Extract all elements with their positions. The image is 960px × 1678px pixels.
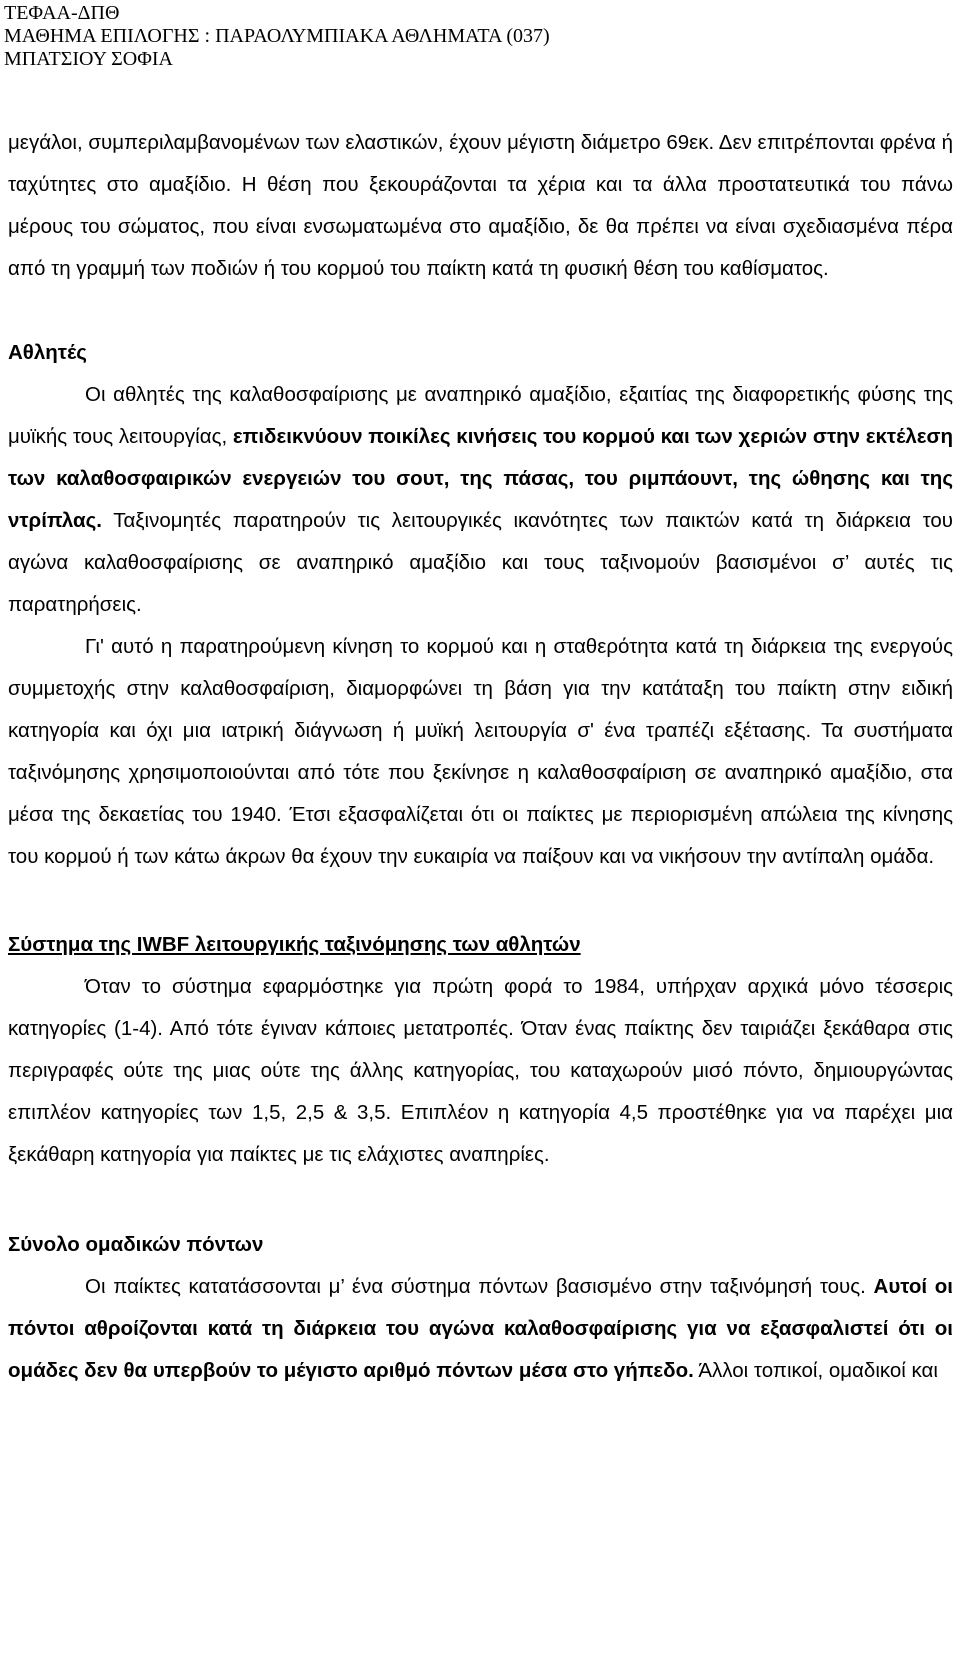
document-header (4, 2, 550, 71)
athletes-heading: Αθλητές (8, 341, 87, 364)
header-institution: ΤΕΦΑΑ-ΔΠΘ (4, 2, 120, 24)
points-heading: Σύνολο ομαδικών πόντων (8, 1233, 264, 1256)
document-body (8, 122, 953, 1392)
iwbf-heading: Σύστημα της IWBF λειτουργικής ταξινόμησης των αθλητών (8, 933, 581, 956)
points-p1-bold: Αυτοί οι πόντοι αθροίζονται κατά τη διάρκεια του αγώνα καλαθοσφαίρισης για να εξασφαλιστεί ότι οι ομάδες δεν θα υπερβούν το μέγιστο αριθμό πόντων μέσα στο γήπεδο. (8, 1275, 953, 1382)
athletes-p1-bold: επιδεικνύουν ποικίλες κινήσεις του κορμού και των χεριών στην εκτέλεση των καλαθοσφαιρικών ενεργειών του σουτ, της πάσας, του ριμπάουντ, της ώθησης και της ντρίπλας. (8, 425, 953, 532)
iwbf-paragraph: Όταν το σύστημα εφαρμόστηκε για πρώτη φορά το 1984, υπήρχαν αρχικά μόνο τέσσερις κατηγορίες (1-4). Από τότε έγιναν κάποιες μετατροπές. Όταν ένας παίκτης δεν ταιριάζει ξεκάθαρα στις περιγραφές ούτε της μιας ούτε της άλλης κατηγορίας, του καταχωρούν μισό πόντο, δημιουργώντας επιπλέον κατηγορίες των 1,5, 2,5 & 3,5. Επιπλέον η κατηγορία 4,5 προστέθηκε για να παρέχει μια ξεκάθαρη κατηγορία για παίκτες με τις ελάχιστες αναπηρίες. (8, 975, 953, 1166)
athletes-paragraph-1 (8, 374, 953, 626)
athletes-paragraph-2: Γι' αυτό η παρατηρούμενη κίνηση το κορμού και η σταθερότητα κατά τη διάρκεια της ενεργούς συμμετοχής στην καλαθοσφαίριση, διαμορφώνει τη βάση για την κατάταξη του παίκτη στην ειδική κατηγορία και όχι μια ιατρική διάγνωση ή μυϊκή λειτουργία σ' ένα τραπέζι εξέτασης. Τα συστήματα ταξινόμησης χρησιμοποιούνται από τότε που ξεκίνησε η καλαθοσφαίριση σε αναπηρικό αμαξίδιο, στα μέσα της δεκαετίας του 1940. Έτσι εξασφαλίζεται ότι οι παίκτες με περιορισμένη απώλεια της κίνησης του κορμού ή των κάτω άκρων θα έχουν την ευκαιρία να παίξουν και να νικήσουν την αντίπαλη ομάδα. (8, 635, 953, 868)
points-p1-text-b: Άλλοι τοπικοί, ομαδικοί και (693, 1359, 938, 1382)
points-paragraph (8, 1266, 953, 1392)
athletes-p1-text-a: Οι αθλητές της καλαθοσφαίρισης με αναπηρικό αμαξίδιο, εξαιτίας της διαφορετικής φύσης της μυϊκής τους λειτουργίας, (8, 383, 953, 448)
intro-paragraph: μεγάλοι, συμπεριλαμβανομένων των ελαστικών, έχουν μέγιστη διάμετρο 69εκ. Δεν επιτρέπονται φρένα ή ταχύτητες στο αμαξίδιο. Η θέση που ξεκουράζονται τα χέρια και τα άλλα προστατευτικά του πάνω μέρους του σώματος, που είναι ενσωματωμένα στο αμαξίδιο, δε θα πρέπει να είναι σχεδιασμένα πέρα από τη γραμμή των ποδιών ή του κορμού του παίκτη κατά τη φυσική θέση του καθίσματος. (8, 131, 954, 280)
header-author: ΜΠΑΤΣΙΟΥ ΣΟΦΙΑ (4, 48, 173, 70)
athletes-p1-text-b: Ταξινομητές παρατηρούν τις λειτουργικές ικανότητες των παικτών κατά τη διάρκεια του αγώνα καλαθοσφαίρισης σε αναπηρικό αμαξίδιο και τους ταξινομούν βασισμένοι σ’ αυτές τις παρατηρήσεις. (8, 509, 953, 616)
header-course: ΜΑΘΗΜΑ ΕΠΙΛΟΓΗΣ : ΠΑΡΑΟΛΥΜΠΙΑΚΑ ΑΘΛΗΜΑΤΑ (037) (4, 25, 550, 47)
points-p1-text-a: Οι παίκτες κατατάσσονται μ’ ένα σύστημα πόντων βασισμένο στην ταξινόμησή τους. (85, 1275, 874, 1298)
